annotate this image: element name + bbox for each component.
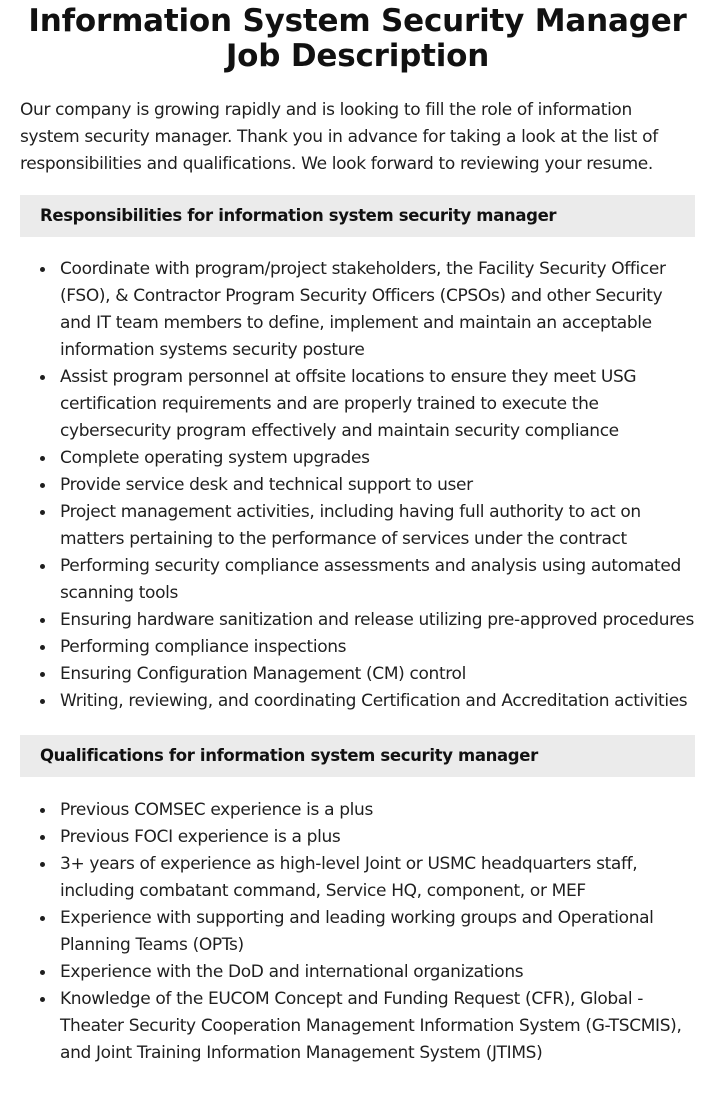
list-item: Ensuring hardware sanitization and release utilizing pre-approved procedures (60, 607, 695, 634)
list-item: Writing, reviewing, and coordinating Certification and Accreditation activities (60, 688, 695, 715)
list-item: Experience with the DoD and international organizations (60, 959, 695, 986)
list-item: Performing compliance inspections (60, 634, 695, 661)
responsibilities-list (20, 256, 695, 715)
list-item: Assist program personnel at offsite locations to ensure they meet USG certification requirements and are properly trained to execute the cybersecurity program effectively and maintain security compliance (60, 364, 695, 445)
list-item: Experience with supporting and leading working groups and Operational Planning Teams (OPTs) (60, 905, 695, 959)
job-description-page (0, 4, 720, 1067)
qualifications-heading: Qualifications for information system security manager (20, 735, 695, 777)
list-item: Ensuring Configuration Management (CM) control (60, 661, 695, 688)
list-item: Performing security compliance assessments and analysis using automated scanning tools (60, 553, 695, 607)
list-item: Coordinate with program/project stakeholders, the Facility Security Officer (FSO), & Contractor Program Security Officers (CPSOs) and other Security and IT team members to define, implement and maintain an acceptable information systems security posture (60, 256, 695, 364)
qualifications-list (20, 797, 695, 1067)
responsibilities-heading: Responsibilities for information system security manager (20, 195, 695, 237)
list-item: Project management activities, including having full authority to act on matters pertaining to the performance of services under the contract (60, 499, 695, 553)
list-item: Previous COMSEC experience is a plus (60, 797, 695, 824)
intro-paragraph: Our company is growing rapidly and is looking to fill the role of information system security manager. Thank you in advance for taking a look at the list of responsibilities and qualifications. We look forward to reviewing your resume. (20, 100, 658, 174)
page-title: Information System Security Manager Job Description (28, 3, 687, 74)
list-item: Complete operating system upgrades (60, 445, 695, 472)
list-item: Provide service desk and technical support to user (60, 472, 695, 499)
list-item: Knowledge of the EUCOM Concept and Funding Request (CFR), Global - Theater Security Cooperation Management Information System (G-TSCMIS), and Joint Training Information Management System (JTIMS) (60, 986, 695, 1067)
list-item: Previous FOCI experience is a plus (60, 824, 695, 851)
list-item: 3+ years of experience as high-level Joint or USMC headquarters staff, including combatant command, Service HQ, component, or MEF (60, 851, 695, 905)
